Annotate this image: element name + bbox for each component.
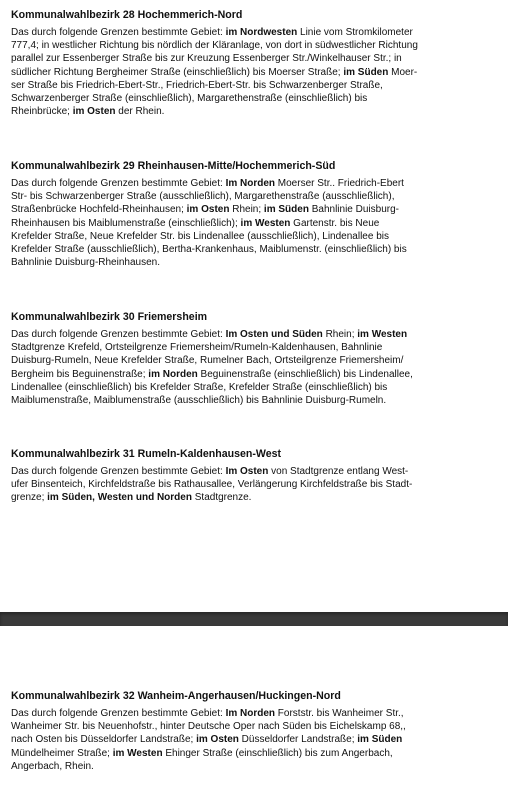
text-run: Str- bis Schwarzenberger Straße (ausschließlich), Margarethenstraße (ausschließlich), [11, 191, 395, 203]
district-heading: Kommunalwahlbezirk 29 Rheinhausen-Mitte/Hochemmerich-Süd [11, 160, 336, 172]
description-line [11, 747, 506, 760]
description-line [11, 190, 506, 203]
text-run: Straßenbrücke Hochfeld-Rheinhausen; [11, 204, 187, 216]
description-line [11, 243, 506, 256]
direction-keyword: im Osten [72, 106, 116, 118]
direction-keyword: im Westen [240, 217, 291, 229]
text-run: Moer- [388, 66, 418, 78]
direction-keyword: im Westen [112, 747, 163, 759]
text-run: Das durch folgende Grenzen bestimmte Gebiet: [11, 329, 226, 340]
description-line [11, 394, 506, 407]
text-run: Bergheim bis Beguinenstraße; [11, 368, 149, 380]
description-line [11, 733, 506, 746]
text-run: Krefelder Straße, Neue Krefelder Str. bis Lindenallee (ausschließlich), Lindenallee bis [11, 230, 389, 242]
text-run: Rhein; [229, 204, 264, 216]
text-run: Duisburg-Rumeln, Neue Krefelder Straße, Rumelner Bach, Ortsteilgrenze Friemersheim/ [11, 355, 404, 367]
text-run: Rheinhausen bis Maiblumenstraße (einschließlich); [11, 217, 241, 229]
page-break-divider [0, 612, 508, 626]
text-run: Stadtgrenze. [191, 492, 252, 504]
description-line [11, 66, 506, 79]
description-line [11, 760, 506, 773]
text-run: der Rhein. [115, 106, 165, 118]
description-line [11, 177, 506, 190]
description-line [11, 105, 506, 118]
direction-keyword: im Süden [343, 66, 389, 78]
description-line [11, 203, 506, 216]
text-run: Maiblumenstraße, Maiblumenstraße (ausschließlich) bis Bahnlinie Duisburg-Rumeln. [11, 395, 387, 407]
text-run: ser Straße bis Friedrich-Ebert-Str., Friedrich-Ebert-Str. bis Schwarzenberger Straße, [11, 79, 383, 91]
text-run: Krefelder Straße (ausschließlich), Bertha-Krankenhaus, Maiblumenstr. (einschließlich) bis [11, 244, 407, 256]
direction-keyword: Im Osten [225, 466, 269, 477]
district-section-29 [11, 160, 506, 269]
text-run: Das durch folgende Grenzen bestimmte Gebiet: [11, 708, 226, 719]
district-section-28 [11, 9, 506, 118]
direction-keyword: Im Osten und Süden [225, 329, 323, 340]
description-line [11, 368, 506, 381]
text-run: Beguinenstraße (einschließlich) bis Lindenallee, [197, 368, 413, 380]
text-run: Forststr. bis Wanheimer Str., [275, 708, 404, 719]
direction-keyword: im Osten [186, 204, 230, 216]
direction-keyword: im Süden [357, 734, 403, 746]
direction-keyword: im Süden [263, 204, 309, 216]
district-description [11, 177, 506, 269]
text-run: Angerbach, Rhein. [11, 760, 94, 772]
description-line [11, 26, 506, 39]
description-line [11, 256, 506, 269]
direction-keyword: im Nordwesten [225, 27, 298, 38]
text-run: Gartenstr. bis Neue [290, 217, 380, 229]
district-description [11, 328, 506, 407]
text-run: 777,4; in westlicher Richtung bis nördlich der Kläranlage, von dort in südwestlicher Richtung [11, 40, 418, 52]
description-line [11, 491, 506, 504]
description-line [11, 230, 506, 243]
text-run: Das durch folgende Grenzen bestimmte Gebiet: [11, 466, 226, 477]
text-run: parallel zur Essenberger Straße bis zur Kreuzung Essenberger Str./Winkelhauser Str.; in [11, 53, 402, 65]
direction-keyword: im Süden, Westen und Norden [47, 492, 192, 504]
description-line [11, 478, 506, 491]
text-run: Das durch folgende Grenzen bestimmte Gebiet: [11, 27, 226, 38]
text-run: Lindenallee (einschließlich) bis Krefelder Straße, Krefelder Straße (einschließlich) bis [11, 381, 388, 393]
text-run: Schwarzenberger Straße (einschließlich), Margarethenstraße (einschließlich) bis [11, 93, 368, 105]
description-line [11, 92, 506, 105]
district-section-31 [11, 448, 506, 505]
description-line [11, 39, 506, 52]
description-line [11, 328, 506, 341]
text-run: Bahnlinie Duisburg-Rheinhausen. [11, 257, 160, 269]
text-run: Mündelheimer Straße; [11, 747, 113, 759]
district-heading: Kommunalwahlbezirk 32 Wanheim-Angerhausen/Huckingen-Nord [11, 690, 341, 702]
description-line [11, 341, 506, 354]
text-run: Das durch folgende Grenzen bestimmte Gebiet: [11, 178, 226, 189]
text-run: Moerser Str.. Friedrich-Ebert [275, 178, 404, 189]
district-heading: Kommunalwahlbezirk 30 Friemersheim [11, 311, 208, 323]
text-run: Linie vom Stromkilometer [297, 27, 413, 38]
text-run: ufer Binsenteich, Kirchfeldstraße bis Rathausallee, Verlängerung Kirchfeldstraße bis Stadt- [11, 479, 413, 491]
district-section-30 [11, 311, 506, 407]
text-run: Wanheimer Str. bis Neuenhofstr., hinter Deutsche Oper nach Süden bis Eichelskamp 68,, [11, 721, 406, 733]
district-description [11, 707, 506, 773]
district-description [11, 465, 506, 505]
direction-keyword: Im Norden [225, 178, 276, 189]
text-run: nach Osten bis Düsseldorfer Landstraße; [11, 734, 197, 746]
description-line [11, 707, 506, 720]
description-line [11, 52, 506, 65]
text-run: grenze; [11, 492, 48, 504]
description-line [11, 79, 506, 92]
text-run: Stadtgrenze Krefeld, Ortsteilgrenze Friemersheim/Rumeln-Kaldenhausen, Bahnlinie [11, 342, 383, 354]
description-line [11, 465, 506, 478]
description-line [11, 217, 506, 230]
district-heading: Kommunalwahlbezirk 31 Rumeln-Kaldenhausen-West [11, 448, 282, 460]
text-run: Bahnlinie Duisburg- [308, 204, 399, 216]
text-run: Düsseldorfer Landstraße; [238, 734, 358, 746]
direction-keyword: im Osten [196, 734, 239, 746]
direction-keyword: Im Norden [225, 708, 276, 719]
direction-keyword: im Westen [357, 329, 408, 340]
text-run: Rhein; [322, 329, 358, 340]
district-heading: Kommunalwahlbezirk 28 Hochemmerich-Nord [11, 9, 243, 21]
description-line [11, 381, 506, 394]
text-run: von Stadtgrenze entlang West- [268, 466, 409, 477]
description-line [11, 354, 506, 367]
direction-keyword: im Norden [148, 368, 198, 380]
text-run: südlicher Richtung Bergheimer Straße (einschließlich) bis Moerser Straße; [11, 66, 344, 78]
text-run: Rheinbrücke; [11, 106, 73, 118]
description-line [11, 720, 506, 733]
district-section-32 [11, 690, 506, 773]
text-run: Ehinger Straße (einschließlich) bis zum Angerbach, [162, 747, 393, 759]
district-description [11, 26, 506, 118]
